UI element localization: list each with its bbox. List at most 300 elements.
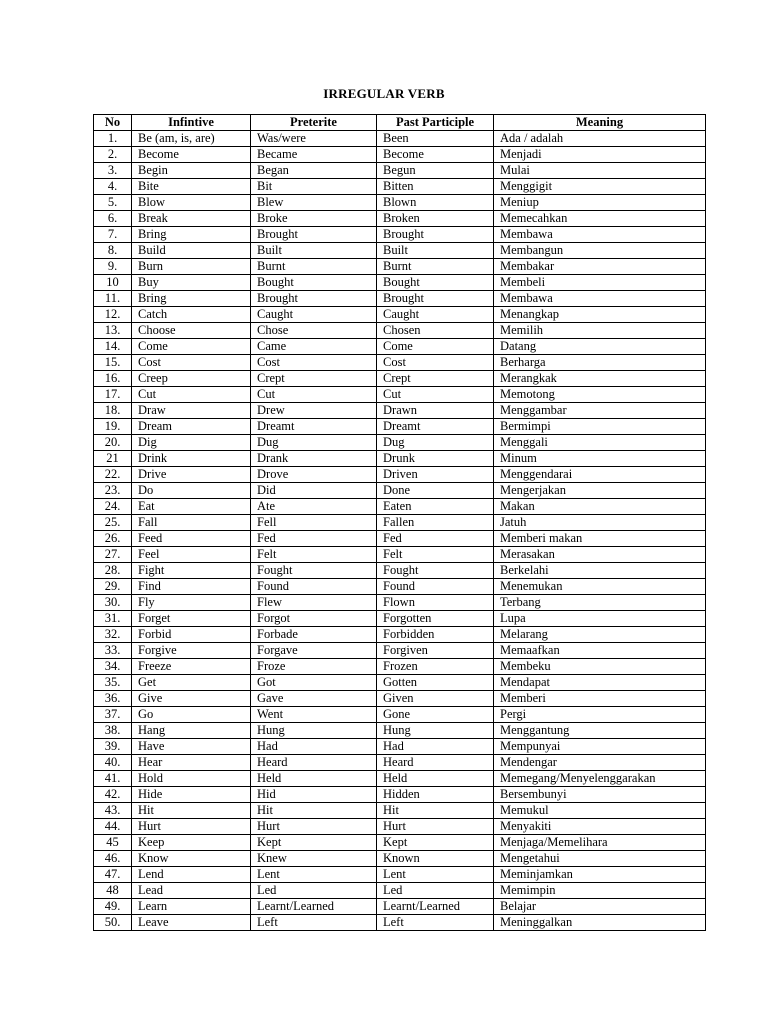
- cell-preterite: Went: [251, 707, 377, 723]
- cell-no: 16.: [94, 371, 132, 387]
- table-row: [94, 899, 706, 915]
- cell-meaning: Makan: [494, 499, 706, 515]
- table-row: [94, 419, 706, 435]
- table-row: [94, 515, 706, 531]
- cell-no: 1.: [94, 131, 132, 147]
- cell-preterite: Hurt: [251, 819, 377, 835]
- cell-infinitive: Bring: [132, 227, 251, 243]
- table-row: [94, 851, 706, 867]
- cell-no: 38.: [94, 723, 132, 739]
- cell-preterite: Brought: [251, 291, 377, 307]
- cell-infinitive: Lend: [132, 867, 251, 883]
- cell-meaning: Memaafkan: [494, 643, 706, 659]
- cell-past-participle: Forgotten: [377, 611, 494, 627]
- cell-past-participle: Forbidden: [377, 627, 494, 643]
- cell-infinitive: Break: [132, 211, 251, 227]
- cell-preterite: Froze: [251, 659, 377, 675]
- cell-infinitive: Hide: [132, 787, 251, 803]
- cell-meaning: Datang: [494, 339, 706, 355]
- cell-preterite: Held: [251, 771, 377, 787]
- cell-infinitive: Feel: [132, 547, 251, 563]
- cell-infinitive: Hurt: [132, 819, 251, 835]
- table-row: [94, 803, 706, 819]
- cell-meaning: Merasakan: [494, 547, 706, 563]
- cell-preterite: Forgot: [251, 611, 377, 627]
- cell-infinitive: Fight: [132, 563, 251, 579]
- cell-meaning: Menggambar: [494, 403, 706, 419]
- cell-meaning: Pergi: [494, 707, 706, 723]
- table-row: [94, 755, 706, 771]
- cell-meaning: Menggendarai: [494, 467, 706, 483]
- table-row: [94, 355, 706, 371]
- cell-past-participle: Chosen: [377, 323, 494, 339]
- table-row: [94, 275, 706, 291]
- cell-meaning: Memecahkan: [494, 211, 706, 227]
- cell-no: 7.: [94, 227, 132, 243]
- table-row: [94, 179, 706, 195]
- cell-no: 24.: [94, 499, 132, 515]
- cell-past-participle: Been: [377, 131, 494, 147]
- cell-no: 12.: [94, 307, 132, 323]
- table-row: [94, 371, 706, 387]
- cell-infinitive: Draw: [132, 403, 251, 419]
- cell-meaning: Ada / adalah: [494, 131, 706, 147]
- cell-no: 4.: [94, 179, 132, 195]
- table-row: [94, 195, 706, 211]
- table-row: [94, 835, 706, 851]
- cell-infinitive: Give: [132, 691, 251, 707]
- table-row: [94, 883, 706, 899]
- cell-infinitive: Find: [132, 579, 251, 595]
- cell-no: 43.: [94, 803, 132, 819]
- cell-no: 17.: [94, 387, 132, 403]
- cell-infinitive: Do: [132, 483, 251, 499]
- cell-infinitive: Blow: [132, 195, 251, 211]
- cell-preterite: Drew: [251, 403, 377, 419]
- cell-past-participle: Had: [377, 739, 494, 755]
- table-row: [94, 867, 706, 883]
- cell-infinitive: Learn: [132, 899, 251, 915]
- cell-infinitive: Dig: [132, 435, 251, 451]
- cell-meaning: Memotong: [494, 387, 706, 403]
- cell-meaning: Menjadi: [494, 147, 706, 163]
- cell-infinitive: Become: [132, 147, 251, 163]
- cell-no: 49.: [94, 899, 132, 915]
- cell-preterite: Fed: [251, 531, 377, 547]
- table-row: [94, 435, 706, 451]
- cell-past-participle: Blown: [377, 195, 494, 211]
- cell-no: 9.: [94, 259, 132, 275]
- cell-infinitive: Know: [132, 851, 251, 867]
- cell-no: 33.: [94, 643, 132, 659]
- cell-no: 18.: [94, 403, 132, 419]
- cell-past-participle: Frozen: [377, 659, 494, 675]
- cell-preterite: Cost: [251, 355, 377, 371]
- table-row: [94, 339, 706, 355]
- cell-meaning: Mengerjakan: [494, 483, 706, 499]
- cell-infinitive: Lead: [132, 883, 251, 899]
- cell-meaning: Membawa: [494, 291, 706, 307]
- cell-past-participle: Lent: [377, 867, 494, 883]
- page-title: IRREGULAR VERB: [323, 86, 445, 101]
- cell-infinitive: Drive: [132, 467, 251, 483]
- cell-preterite: Was/were: [251, 131, 377, 147]
- cell-past-participle: Given: [377, 691, 494, 707]
- cell-past-participle: Fallen: [377, 515, 494, 531]
- cell-past-participle: Caught: [377, 307, 494, 323]
- cell-infinitive: Buy: [132, 275, 251, 291]
- cell-meaning: Membeli: [494, 275, 706, 291]
- cell-preterite: Forgave: [251, 643, 377, 659]
- table-row: [94, 771, 706, 787]
- table-row: [94, 611, 706, 627]
- cell-no: 34.: [94, 659, 132, 675]
- cell-past-participle: Become: [377, 147, 494, 163]
- cell-preterite: Felt: [251, 547, 377, 563]
- cell-infinitive: Bite: [132, 179, 251, 195]
- cell-meaning: Menyakiti: [494, 819, 706, 835]
- table-row: [94, 659, 706, 675]
- cell-past-participle: Done: [377, 483, 494, 499]
- table-row: [94, 483, 706, 499]
- cell-preterite: Ate: [251, 499, 377, 515]
- cell-meaning: Memukul: [494, 803, 706, 819]
- cell-preterite: Lent: [251, 867, 377, 883]
- cell-past-participle: Kept: [377, 835, 494, 851]
- table-row: [94, 403, 706, 419]
- cell-past-participle: Left: [377, 915, 494, 931]
- cell-meaning: Belajar: [494, 899, 706, 915]
- cell-past-participle: Hung: [377, 723, 494, 739]
- cell-past-participle: Begun: [377, 163, 494, 179]
- cell-no: 26.: [94, 531, 132, 547]
- table-row: [94, 563, 706, 579]
- cell-infinitive: Fall: [132, 515, 251, 531]
- cell-preterite: Forbade: [251, 627, 377, 643]
- table-row: [94, 323, 706, 339]
- cell-infinitive: Hold: [132, 771, 251, 787]
- cell-preterite: Cut: [251, 387, 377, 403]
- cell-past-participle: Felt: [377, 547, 494, 563]
- cell-preterite: Drove: [251, 467, 377, 483]
- cell-preterite: Hid: [251, 787, 377, 803]
- cell-preterite: Bit: [251, 179, 377, 195]
- cell-past-participle: Known: [377, 851, 494, 867]
- cell-meaning: Menggali: [494, 435, 706, 451]
- cell-meaning: Berkelahi: [494, 563, 706, 579]
- cell-meaning: Memilih: [494, 323, 706, 339]
- cell-no: 14.: [94, 339, 132, 355]
- cell-meaning: Mendapat: [494, 675, 706, 691]
- cell-no: 15.: [94, 355, 132, 371]
- cell-infinitive: Cost: [132, 355, 251, 371]
- cell-no: 32.: [94, 627, 132, 643]
- cell-meaning: Minum: [494, 451, 706, 467]
- table-row: [94, 739, 706, 755]
- cell-no: 22.: [94, 467, 132, 483]
- column-header-meaning: Meaning: [494, 115, 706, 131]
- cell-no: 40.: [94, 755, 132, 771]
- cell-past-participle: Cut: [377, 387, 494, 403]
- cell-preterite: Hung: [251, 723, 377, 739]
- cell-preterite: Became: [251, 147, 377, 163]
- cell-meaning: Mendengar: [494, 755, 706, 771]
- cell-past-participle: Found: [377, 579, 494, 595]
- cell-past-participle: Eaten: [377, 499, 494, 515]
- cell-meaning: Membawa: [494, 227, 706, 243]
- cell-past-participle: Led: [377, 883, 494, 899]
- cell-past-participle: Heard: [377, 755, 494, 771]
- cell-infinitive: Burn: [132, 259, 251, 275]
- cell-past-participle: Drawn: [377, 403, 494, 419]
- cell-no: 20.: [94, 435, 132, 451]
- cell-infinitive: Hear: [132, 755, 251, 771]
- cell-infinitive: Come: [132, 339, 251, 355]
- table-row: [94, 915, 706, 931]
- cell-meaning: Mengetahui: [494, 851, 706, 867]
- table-row: [94, 163, 706, 179]
- cell-meaning: Lupa: [494, 611, 706, 627]
- cell-past-participle: Fed: [377, 531, 494, 547]
- cell-past-participle: Drunk: [377, 451, 494, 467]
- cell-past-participle: Fought: [377, 563, 494, 579]
- table-row: [94, 387, 706, 403]
- cell-infinitive: Drink: [132, 451, 251, 467]
- cell-preterite: Began: [251, 163, 377, 179]
- cell-infinitive: Forbid: [132, 627, 251, 643]
- table-row: [94, 547, 706, 563]
- cell-preterite: Bought: [251, 275, 377, 291]
- cell-meaning: Memimpin: [494, 883, 706, 899]
- cell-meaning: Meminjamkan: [494, 867, 706, 883]
- cell-past-participle: Burnt: [377, 259, 494, 275]
- cell-preterite: Broke: [251, 211, 377, 227]
- cell-no: 5.: [94, 195, 132, 211]
- table-row: [94, 819, 706, 835]
- cell-past-participle: Crept: [377, 371, 494, 387]
- cell-preterite: Flew: [251, 595, 377, 611]
- cell-preterite: Drank: [251, 451, 377, 467]
- cell-past-participle: Bought: [377, 275, 494, 291]
- table-row: [94, 131, 706, 147]
- cell-preterite: Dreamt: [251, 419, 377, 435]
- column-header-past-participle: Past Participle: [377, 115, 494, 131]
- cell-past-participle: Dreamt: [377, 419, 494, 435]
- cell-past-participle: Hidden: [377, 787, 494, 803]
- table-row: [94, 643, 706, 659]
- cell-infinitive: Be (am, is, are): [132, 131, 251, 147]
- cell-past-participle: Gotten: [377, 675, 494, 691]
- cell-no: 23.: [94, 483, 132, 499]
- cell-no: 27.: [94, 547, 132, 563]
- cell-no: 36.: [94, 691, 132, 707]
- cell-preterite: Gave: [251, 691, 377, 707]
- cell-preterite: Fought: [251, 563, 377, 579]
- cell-past-participle: Brought: [377, 291, 494, 307]
- cell-meaning: Mulai: [494, 163, 706, 179]
- cell-no: 41.: [94, 771, 132, 787]
- cell-preterite: Led: [251, 883, 377, 899]
- cell-preterite: Dug: [251, 435, 377, 451]
- cell-infinitive: Leave: [132, 915, 251, 931]
- cell-preterite: Did: [251, 483, 377, 499]
- cell-infinitive: Go: [132, 707, 251, 723]
- cell-preterite: Learnt/Learned: [251, 899, 377, 915]
- table-row: [94, 579, 706, 595]
- cell-past-participle: Flown: [377, 595, 494, 611]
- table-row: [94, 531, 706, 547]
- cell-meaning: Menemukan: [494, 579, 706, 595]
- table-row: [94, 499, 706, 515]
- cell-meaning: Memberi makan: [494, 531, 706, 547]
- cell-preterite: Had: [251, 739, 377, 755]
- cell-infinitive: Choose: [132, 323, 251, 339]
- cell-past-participle: Hurt: [377, 819, 494, 835]
- cell-meaning: Menggigit: [494, 179, 706, 195]
- column-header-preterite: Preterite: [251, 115, 377, 131]
- cell-preterite: Built: [251, 243, 377, 259]
- column-header-infinitive: Infintive: [132, 115, 251, 131]
- cell-no: 13.: [94, 323, 132, 339]
- cell-past-participle: Forgiven: [377, 643, 494, 659]
- cell-infinitive: Begin: [132, 163, 251, 179]
- cell-preterite: Knew: [251, 851, 377, 867]
- cell-no: 11.: [94, 291, 132, 307]
- table-row: [94, 259, 706, 275]
- cell-meaning: Membakar: [494, 259, 706, 275]
- cell-preterite: Blew: [251, 195, 377, 211]
- cell-preterite: Chose: [251, 323, 377, 339]
- table-row: [94, 595, 706, 611]
- table-body: [94, 131, 706, 931]
- cell-infinitive: Build: [132, 243, 251, 259]
- cell-infinitive: Freeze: [132, 659, 251, 675]
- cell-no: 47.: [94, 867, 132, 883]
- cell-preterite: Burnt: [251, 259, 377, 275]
- cell-no: 50.: [94, 915, 132, 931]
- cell-past-participle: Held: [377, 771, 494, 787]
- cell-preterite: Caught: [251, 307, 377, 323]
- table-row: [94, 211, 706, 227]
- column-header-no: No: [94, 115, 132, 131]
- table-row: [94, 243, 706, 259]
- cell-preterite: Brought: [251, 227, 377, 243]
- cell-no: 28.: [94, 563, 132, 579]
- cell-infinitive: Catch: [132, 307, 251, 323]
- cell-infinitive: Get: [132, 675, 251, 691]
- cell-infinitive: Fly: [132, 595, 251, 611]
- cell-infinitive: Hang: [132, 723, 251, 739]
- cell-infinitive: Forgive: [132, 643, 251, 659]
- cell-meaning: Menjaga/Memelihara: [494, 835, 706, 851]
- cell-preterite: Crept: [251, 371, 377, 387]
- cell-no: 37.: [94, 707, 132, 723]
- cell-meaning: Membangun: [494, 243, 706, 259]
- cell-meaning: Melarang: [494, 627, 706, 643]
- table-row: [94, 451, 706, 467]
- cell-meaning: Jatuh: [494, 515, 706, 531]
- cell-no: 29.: [94, 579, 132, 595]
- cell-meaning: Meninggalkan: [494, 915, 706, 931]
- table-row: [94, 627, 706, 643]
- cell-past-participle: Cost: [377, 355, 494, 371]
- cell-meaning: Bermimpi: [494, 419, 706, 435]
- cell-no: 30.: [94, 595, 132, 611]
- cell-past-participle: Come: [377, 339, 494, 355]
- cell-no: 2.: [94, 147, 132, 163]
- cell-no: 39.: [94, 739, 132, 755]
- cell-meaning: Mempunyai: [494, 739, 706, 755]
- cell-no: 3.: [94, 163, 132, 179]
- cell-preterite: Hit: [251, 803, 377, 819]
- cell-meaning: Membeku: [494, 659, 706, 675]
- cell-meaning: Berharga: [494, 355, 706, 371]
- cell-no: 8.: [94, 243, 132, 259]
- table-row: [94, 147, 706, 163]
- cell-past-participle: Learnt/Learned: [377, 899, 494, 915]
- cell-preterite: Got: [251, 675, 377, 691]
- cell-meaning: Terbang: [494, 595, 706, 611]
- cell-no: 31.: [94, 611, 132, 627]
- table-row: [94, 467, 706, 483]
- cell-past-participle: Gone: [377, 707, 494, 723]
- cell-preterite: Kept: [251, 835, 377, 851]
- cell-infinitive: Creep: [132, 371, 251, 387]
- cell-past-participle: Driven: [377, 467, 494, 483]
- cell-past-participle: Bitten: [377, 179, 494, 195]
- table-row: [94, 723, 706, 739]
- table-header-row: [94, 115, 706, 131]
- cell-infinitive: Feed: [132, 531, 251, 547]
- cell-meaning: Merangkak: [494, 371, 706, 387]
- table-row: [94, 307, 706, 323]
- cell-no: 45: [94, 835, 132, 851]
- cell-no: 19.: [94, 419, 132, 435]
- cell-infinitive: Cut: [132, 387, 251, 403]
- cell-past-participle: Broken: [377, 211, 494, 227]
- cell-infinitive: Dream: [132, 419, 251, 435]
- irregular-verb-table: [93, 114, 706, 931]
- cell-preterite: Heard: [251, 755, 377, 771]
- cell-infinitive: Forget: [132, 611, 251, 627]
- table-row: [94, 675, 706, 691]
- cell-past-participle: Dug: [377, 435, 494, 451]
- cell-infinitive: Keep: [132, 835, 251, 851]
- cell-infinitive: Bring: [132, 291, 251, 307]
- cell-meaning: Bersembunyi: [494, 787, 706, 803]
- cell-past-participle: Hit: [377, 803, 494, 819]
- cell-no: 46.: [94, 851, 132, 867]
- cell-no: 6.: [94, 211, 132, 227]
- cell-infinitive: Hit: [132, 803, 251, 819]
- cell-preterite: Left: [251, 915, 377, 931]
- cell-meaning: Memegang/Menyelenggarakan: [494, 771, 706, 787]
- table-row: [94, 691, 706, 707]
- cell-no: 42.: [94, 787, 132, 803]
- cell-meaning: Menangkap: [494, 307, 706, 323]
- cell-no: 35.: [94, 675, 132, 691]
- table-row: [94, 291, 706, 307]
- cell-preterite: Came: [251, 339, 377, 355]
- cell-infinitive: Have: [132, 739, 251, 755]
- cell-no: 44.: [94, 819, 132, 835]
- cell-past-participle: Built: [377, 243, 494, 259]
- table-row: [94, 707, 706, 723]
- cell-past-participle: Brought: [377, 227, 494, 243]
- cell-meaning: Meniup: [494, 195, 706, 211]
- cell-infinitive: Eat: [132, 499, 251, 515]
- table-row: [94, 227, 706, 243]
